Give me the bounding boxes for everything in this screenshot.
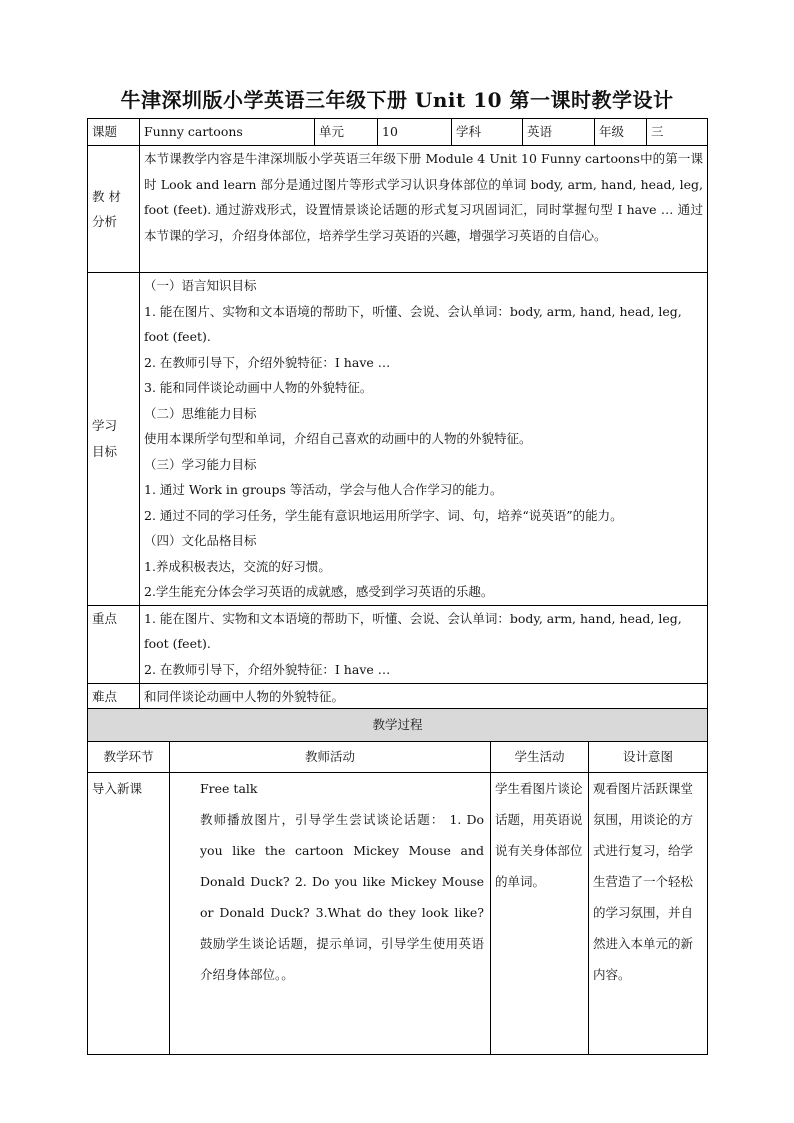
subject-value: 英语 <box>523 119 595 146</box>
difficulty-text: 和同伴谈论动画中人物的外貌特征。 <box>140 683 708 710</box>
goal-heading-thinking: （二）思维能力目标 <box>144 405 257 421</box>
column-header-stage: 教学环节 <box>88 742 170 773</box>
subject-label: 学科 <box>452 119 523 146</box>
grade-value: 三 <box>647 119 708 146</box>
analysis-row <box>88 146 708 273</box>
process-row <box>88 773 708 1055</box>
goal-heading-knowledge: （一）语言知识目标 <box>144 278 257 293</box>
analysis-label: 教 材 分析 <box>88 146 140 273</box>
goals-row <box>88 273 708 606</box>
column-header-student: 学生活动 <box>491 742 589 773</box>
goals-content <box>140 273 708 606</box>
stage-cell: 导入新课 <box>88 773 170 1055</box>
lesson-info-table <box>87 118 708 711</box>
goal-heading-culture: （四）文化品格目标 <box>144 533 257 548</box>
analysis-text: 本节课教学内容是牛津深圳版小学英语三年级下册 Module 4 Unit 10 Funny cartoons中的第一课时 Look and learn 部分是通过图片等形式学习认识身体部位的单词 body, arm, hand, head, leg, foot (feet). 通过游戏形式，设置情景谈论话题的形式复习巩固词汇，同时掌握句型 I have … 通过本节课的学习，介绍身体部位，培养学生学习英语的兴趣，增强学习英语的自信心。 <box>140 146 708 273</box>
design-intent-cell: 观看图片活跃课堂氛围，用谈论的方式进行复习，给学生营造了一个轻松的学习氛围，并自然进入本单元的新内容。 <box>589 773 708 1055</box>
goal-item: 2. 在教师引导下，介绍外貌特征：I have … <box>144 354 391 370</box>
keypoints-label: 重点 <box>88 605 140 683</box>
keypoints-row <box>88 605 708 683</box>
process-header-row <box>88 709 708 742</box>
teacher-activity-cell <box>170 773 491 1055</box>
teaching-process-table <box>87 708 708 1055</box>
goal-heading-learning: （三）学习能力目标 <box>144 456 257 472</box>
column-header-design: 设计意图 <box>589 742 708 773</box>
keypoint-item: 2. 在教师引导下，介绍外貌特征：I have … <box>144 661 391 677</box>
goal-item: 使用本课所学句型和单词，介绍自己喜欢的动画中的人物的外貌特征。 <box>144 431 532 446</box>
goal-item: 1. 能在图片、实物和文本语境的帮助下，听懂、会说、会认单词：body, arm, hand, head, leg, foot (feet). <box>144 303 682 344</box>
process-columns-row <box>88 742 708 773</box>
goal-item: 1. 通过 Work in groups 等活动，学会与他人合作学习的能力。 <box>144 482 503 497</box>
difficulty-label: 难点 <box>88 683 140 710</box>
unit-value: 10 <box>378 119 452 146</box>
grade-label: 年级 <box>595 119 647 146</box>
keypoint-item: 1. 能在图片、实物和文本语境的帮助下，听懂、会说、会认单词：body, arm, hand, head, leg, foot (feet). <box>144 610 682 651</box>
goal-item: 2. 通过不同的学习任务，学生能有意识地运用所学字、词、句，培养“说英语”的能力。 <box>144 507 623 523</box>
goal-item: 3. 能和同伴谈论动画中人物的外貌特征。 <box>144 380 373 395</box>
goals-label: 学习 目标 <box>88 273 140 606</box>
goal-item: 1.养成积极表达，交流的好习惯。 <box>144 558 331 574</box>
document-title: 牛津深圳版小学英语三年级下册 Unit 10 第一课时教学设计 <box>120 88 674 112</box>
unit-label: 单元 <box>315 119 378 146</box>
topic-label: 课题 <box>88 119 140 146</box>
topic-row <box>88 119 708 146</box>
process-header: 教学过程 <box>88 709 708 742</box>
teacher-activity-text: 教师播放图片，引导学生尝试谈论话题： 1. Do you like the cartoon Mickey Mouse and Donald Duck? 2. Do you like Mickey Mouse or Donald Duck? 3.What do they look like? 鼓励学生谈论话题，提示单词，引导学生使用英语介绍身体部位。。 <box>200 812 484 982</box>
topic-value: Funny cartoons <box>140 119 315 146</box>
teacher-activity-title: Free talk <box>200 781 258 796</box>
student-activity-cell: 学生看图片谈论话题，用英语说说有关身体部位的单词。 <box>491 773 589 1055</box>
column-header-teacher: 教师活动 <box>170 742 491 773</box>
difficulty-row <box>88 683 708 710</box>
goal-item: 2.学生能充分体会学习英语的成就感，感受到学习英语的乐趣。 <box>144 584 494 599</box>
keypoints-content <box>140 605 708 683</box>
